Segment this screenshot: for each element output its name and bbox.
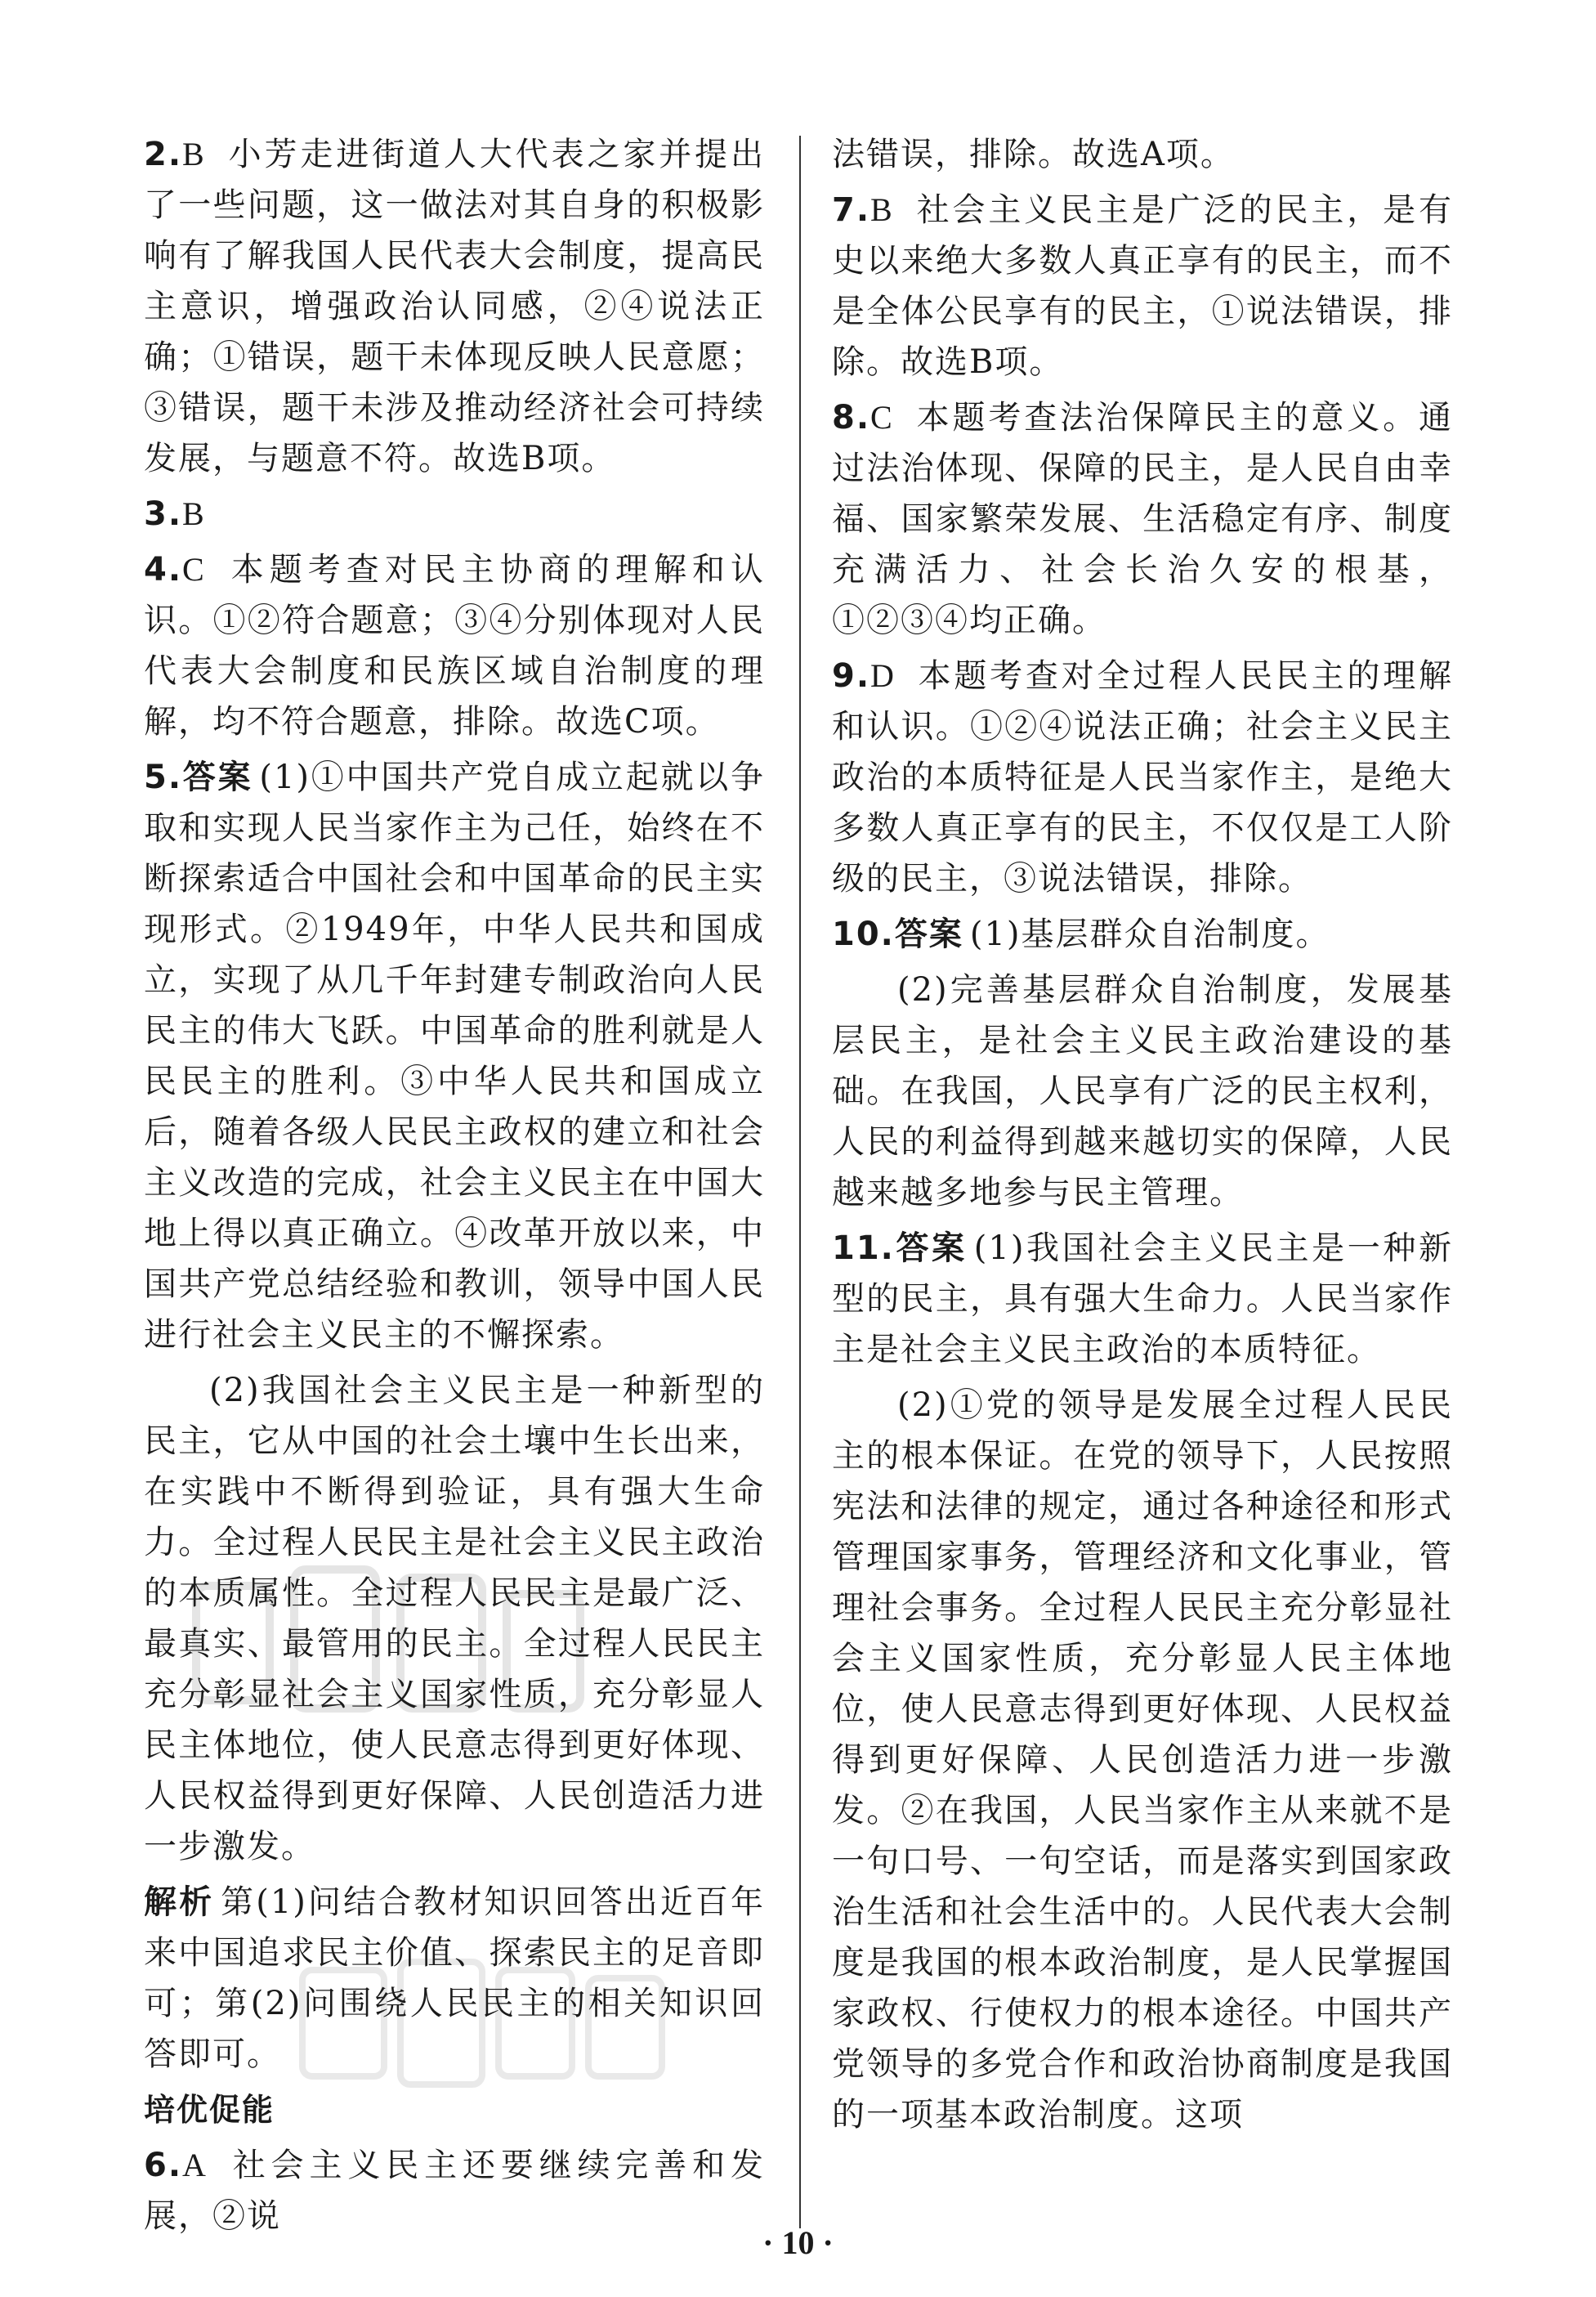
question-number: 4.: [144, 551, 183, 589]
question-11-part-1: [832, 1223, 1453, 1375]
question-5-part-1: [144, 752, 765, 1360]
answer-text: (1)①中国共产党自成立起就以争取和实现人民当家作主为己任，始终在不断探索适合中国社会和中国革命的民主实现形式。②1949年，中华人民共和国成立，实现了从几千年封建专制政治向人民民主的伟大飞跃。中国革命的胜利就是人民民主的胜利。③中华人民共和国成立后，随着各级人民民主政权的建立和社会主义改造的完成，社会主义民主在中国大地上得以真正确立。④改革开放以来，中国共产党总结经验和教训，领导中国人民进行社会主义民主的不懈探索。: [144, 759, 765, 1354]
answer-choice: C: [870, 399, 894, 436]
question-number: 9.: [832, 657, 871, 695]
left-column: [144, 129, 765, 2246]
explanation: 本题考查法治保障民主的意义。通过法治体现、保障的民主，是人民自由幸福、国家繁荣发展、生活稳定有序、制度充满活力、社会长治久安的根基，①②③④均正确。: [832, 399, 1453, 639]
question-number: 7.: [832, 191, 871, 229]
answer-choice: A: [182, 2147, 208, 2183]
question-7: [832, 185, 1453, 387]
question-8: [832, 392, 1453, 646]
column-divider: [799, 136, 801, 2228]
explanation: 本题考查对民主协商的理解和认识。①②符合题意；③④分别体现对人民代表大会制度和民族区域自治制度的理解，均不符合题意，排除。故选C项。: [144, 551, 765, 741]
explanation: 社会主义民主还要继续完善和发展，②说: [144, 2147, 765, 2235]
question-number: 5.: [144, 759, 183, 796]
question-9: [832, 651, 1453, 904]
answer-choice: D: [870, 657, 896, 694]
answer-tag: 答案: [894, 916, 963, 953]
answer-text: (1)我国社会主义民主是一种新型的民主，具有强大生命力。人民当家作主是社会主义民主政治的本质特征。: [832, 1229, 1454, 1368]
question-2: [144, 129, 765, 484]
question-number: 11.: [832, 1229, 895, 1267]
question-number: 2.: [144, 136, 183, 173]
answer-tag: 答案: [894, 1229, 968, 1267]
page-number: · 10 ·: [762, 2224, 834, 2261]
question-number: 6.: [144, 2147, 183, 2184]
answer-choice: B: [182, 495, 206, 532]
question-5-part-2: (2)我国社会主义民主是一种新型的民主，它从中国的社会土壤中生长出来，在实践中不断得到验证，具有强大生命力。全过程人民民主是社会主义民主政治的本质属性。全过程人民民主是最广泛、最真实、最管用的民主。全过程人民民主充分彰显社会主义国家性质，充分彰显人民主体地位，使人民意志得到更好体现、人民权益得到更好保障、人民创造活力进一步激发。: [144, 1372, 765, 1865]
question-6-continued: 法错误，排除。故选A项。: [832, 136, 1235, 173]
question-10-part-1: [832, 909, 1453, 960]
analysis-text: 第(1)问结合教材知识回答出近百年来中国追求民主价值、探索民主的足音即可；第(2)问围绕人民民主的相关知识回答即可。: [144, 1883, 765, 2073]
question-11-part-2: (2)①党的领导是发展全过程人民民主的根本保证。在党的领导下，人民按照宪法和法律的规定，通过各种途径和形式管理国家事务，管理经济和文化事业，管理社会事务。全过程人民民主充分彰显社会主义国家性质，充分彰显人民主体地位，使人民意志得到更好体现、人民权益得到更好保障、人民创造活力进一步激发。②在我国，人民当家作主从来就不是一句口号、一句空话，而是落实到国家政治生活和社会生活中的。人民代表大会制度是我国的根本政治制度，是人民掌握国家政权、行使权力的根本途径。中国共产党领导的多党合作和政治协商制度是我国的一项基本政治制度。这项: [832, 1386, 1453, 2134]
answer-text: (1)基层群众自治制度。: [969, 916, 1330, 953]
question-number: 3.: [144, 495, 183, 533]
section-heading: 培优促能: [144, 2092, 275, 2128]
explanation: 本题考查对全过程人民民主的理解和认识。①②④说法正确；社会主义民主政治的本质特征是人民当家作主，是绝大多数人真正享有的民主，不仅仅是工人阶级的民主，③说法错误，排除。: [832, 657, 1453, 898]
question-5-analysis: [144, 1877, 765, 2080]
question-number: 8.: [832, 399, 871, 437]
right-column: [832, 129, 1453, 2145]
question-4: [144, 544, 765, 747]
answer-choice: C: [182, 551, 206, 588]
explanation: 社会主义民主是广泛的民主，是有史以来绝大多数人真正享有的民主，而不是全体公民享有的民主，①说法错误，排除。故选B项。: [832, 191, 1453, 381]
question-3: [144, 489, 765, 540]
question-10-part-2: (2)完善基层群众自治制度，发展基层民主，是社会主义民主政治建设的基础。在我国，人民享有广泛的民主权利，人民的利益得到越来越切实的保障，人民越来越多地参与民主管理。: [832, 971, 1453, 1211]
analysis-tag: 解析: [144, 1883, 215, 1921]
answer-tag: 答案: [182, 759, 253, 796]
explanation: 小芳走进街道人大代表之家并提出了一些问题，这一做法对其自身的积极影响有了解我国人民代表大会制度，提高民主意识，增强政治认同感，②④说法正确；①错误，题干未体现反映人民意愿；③错误，题干未涉及推动经济社会可持续发展，与题意不符。故选B项。: [144, 136, 765, 477]
answer-choice: B: [870, 191, 894, 228]
question-number: 10.: [832, 916, 895, 953]
answer-choice: B: [182, 136, 206, 172]
